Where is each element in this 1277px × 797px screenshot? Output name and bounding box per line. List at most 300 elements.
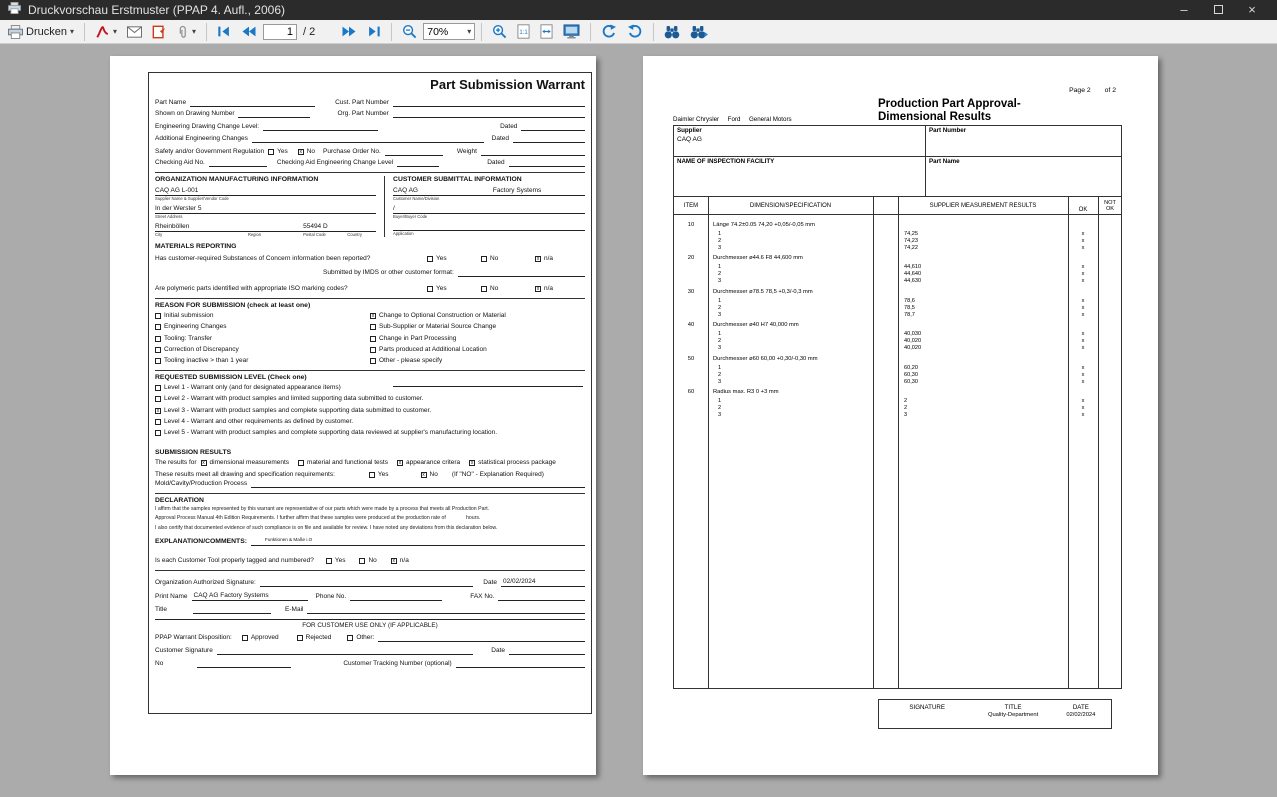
dimension-spec: Durchmesser ø44.6 F8 44,600 mm <box>713 255 803 261</box>
postal-sublabel: Postal Code <box>303 232 326 237</box>
first-page-icon <box>217 25 231 38</box>
printer-icon <box>8 25 23 39</box>
checkbox-label: No <box>490 285 499 292</box>
search-next-button[interactable] <box>686 23 712 41</box>
maximize-button[interactable] <box>1201 0 1235 20</box>
checkbox <box>155 385 161 391</box>
reason-checkbox-item <box>370 312 506 320</box>
chevron-down-icon[interactable]: ▾ <box>69 27 74 36</box>
ok-mark: x <box>1081 398 1085 404</box>
level-checkbox-item <box>155 407 431 415</box>
sample-index: 1 <box>718 331 722 337</box>
ok-mark: x <box>1081 297 1085 304</box>
checkbox-label: Approved <box>250 633 279 641</box>
customer-name-line <box>393 186 585 196</box>
signature-section <box>155 570 585 614</box>
declaration-line2: Approval Process Manual 4th Edition Requirements. I further affirm that these samples were produced at the production rate of hours. <box>155 515 481 522</box>
signature-value <box>882 712 972 718</box>
separator <box>653 23 654 41</box>
checkbox-label: Rejected <box>305 633 332 641</box>
label-org-part-number: Org. Part Number <box>337 110 389 117</box>
col-spec: DIMENSION/SPECIFICATION <box>749 202 832 209</box>
cust-heading: CUSTOMER SUBMITTAL INFORMATION <box>393 176 522 183</box>
dimension-row-group <box>674 219 1121 251</box>
ok-mark: x <box>1081 304 1085 311</box>
title-col-label: TITLE <box>1004 704 1022 711</box>
measurement-value: 2 <box>904 398 908 404</box>
window-title: Druckvorschau Erstmuster (PPAP 4. Aufl., 2006) <box>28 3 285 17</box>
item-number: 20 <box>687 255 695 261</box>
declaration-line3: I also certify that documented evidence of such compliance is on file and available for review. I have noted any deviations from this declaration below. <box>155 524 498 531</box>
checkbox: x <box>422 471 425 478</box>
checkbox: x <box>371 313 375 320</box>
next-page-button[interactable] <box>337 23 361 40</box>
supplier-value: CAQ AG <box>677 136 702 143</box>
zoom-in-button[interactable] <box>488 22 511 41</box>
reason-checkbox-item <box>370 323 496 331</box>
checkbox-label: Level 3 - Warrant with product samples and complete supporting data submitted to customer. <box>164 406 432 414</box>
reason-checkbox-item <box>370 335 456 343</box>
checkbox-tool-yes <box>326 557 346 565</box>
ok-mark: x <box>1081 378 1085 385</box>
label-eng-change-level: Engineering Drawing Change Level: <box>155 123 260 130</box>
field-line <box>385 148 443 156</box>
checkbox-label: Engineering Changes <box>164 323 227 331</box>
checkbox <box>369 472 375 478</box>
measurement-value: 2 <box>904 405 908 411</box>
measurement-value: 78,5 <box>904 304 915 311</box>
sample-index: 3 <box>718 412 722 418</box>
level-checkbox-item <box>155 384 341 392</box>
svg-text:1:1: 1:1 <box>519 29 528 36</box>
label-tracking-number: Customer Tracking Number (optional) <box>343 659 452 667</box>
dimension-row-group <box>674 353 1121 385</box>
sample-index: 2 <box>718 304 722 311</box>
ok-mark: x <box>1081 371 1085 378</box>
zoom-actual-size-button[interactable] <box>513 22 534 41</box>
next-page-icon <box>341 25 357 38</box>
chevron-down-icon: ▾ <box>467 27 472 36</box>
preview-area[interactable] <box>0 45 1277 797</box>
field-line <box>209 159 267 167</box>
checkbox-label: statistical process package <box>478 459 556 467</box>
ok-mark: x <box>1081 271 1085 277</box>
ok-mark: x <box>1081 364 1085 371</box>
explanation-line <box>251 538 585 546</box>
checkbox-label: Sub-Supplier or Material Source Change <box>379 323 497 331</box>
print-name-value: CAQ AG Factory Systems <box>192 592 308 601</box>
date-col-label: DATE <box>1072 704 1089 711</box>
label-drawing-number: Shown on Drawing Number <box>155 110 235 117</box>
close-button[interactable]: × <box>1248 2 1256 17</box>
measurement-value: 44,610 <box>904 264 922 270</box>
zoom-level-value: 70% <box>427 25 449 38</box>
label-date: Date <box>483 578 497 586</box>
rotate-ccw-icon <box>627 24 643 39</box>
sample-index: 1 <box>718 364 722 371</box>
results-prefix: The results for <box>155 459 197 467</box>
application-sublabel: Application <box>393 231 414 236</box>
buyer-value: / <box>393 204 585 214</box>
measurement-value: 44,640 <box>904 271 922 277</box>
label-add-eng-changes: Additional Engineering Changes <box>155 134 248 142</box>
checkbox-label: No <box>490 255 499 262</box>
page-2-dimensional-results <box>643 56 1158 775</box>
dimensional-table-body <box>674 215 1121 419</box>
fit-width-button[interactable] <box>536 22 557 41</box>
field-line <box>521 123 585 131</box>
title-line2: Dimensional Results <box>878 111 992 123</box>
measurement-value: 44,630 <box>904 278 922 284</box>
part-number-label: Part Number <box>929 127 967 134</box>
dimension-spec: Durchmesser ø40 H7 40,000 mm <box>713 322 799 328</box>
measurement-value: 74,25 <box>904 230 918 237</box>
checkbox-label: Yes <box>277 147 288 155</box>
checkbox <box>155 396 161 402</box>
customer-name-sublabel: Customer Name/Division <box>393 196 440 201</box>
of-label: of 2 <box>1104 87 1116 94</box>
search-button[interactable] <box>660 23 684 41</box>
previous-page-icon <box>241 25 257 38</box>
reason-left-list <box>155 309 370 365</box>
field-line <box>513 135 585 143</box>
checkbox-label: Yes <box>436 255 447 262</box>
label-explanation: EXPLANATION/COMMENTS: <box>155 538 248 546</box>
country-sublabel: Country <box>347 232 362 237</box>
materials-heading: MATERIALS REPORTING <box>155 243 237 250</box>
field-line <box>252 135 484 143</box>
checkbox <box>155 313 161 319</box>
ok-mark: x <box>1081 405 1085 411</box>
level-checkbox-item <box>155 429 497 437</box>
level-checkbox-item <box>155 395 424 403</box>
checkbox-safety-yes <box>268 148 288 156</box>
label-weight: Weight <box>456 147 477 155</box>
level-checkbox-item <box>155 418 353 426</box>
checkbox-q1-yes <box>427 255 477 263</box>
print-button-label: Drucken <box>26 25 67 38</box>
checkbox-label: Tooling inactive > than 1 year <box>164 356 249 364</box>
col-not-ok <box>1098 200 1122 212</box>
dimensional-table <box>673 196 1122 689</box>
col-not-ok-line1: NOT <box>1104 199 1116 206</box>
reason-checkbox-item <box>155 346 239 354</box>
supplier-sublabel: Supplier Name & Supplier/Vendor Code <box>155 196 229 201</box>
checkbox-q2-na <box>535 285 585 293</box>
signature-col-label: SIGNATURE <box>909 704 946 711</box>
checkbox <box>427 256 433 262</box>
checkbox-label: dimensional measurements <box>209 459 290 467</box>
zoom-level-select[interactable] <box>423 23 475 40</box>
label-dated: Dated <box>491 134 509 142</box>
ok-mark: x <box>1081 278 1085 284</box>
level-heading: REQUESTED SUBMISSION LEVEL (Check one) <box>155 373 307 381</box>
print-button[interactable] <box>4 23 78 41</box>
checkbox <box>155 358 161 364</box>
checkbox-label: Yes <box>334 557 346 565</box>
checkbox <box>481 256 487 262</box>
page-number-input[interactable] <box>263 24 297 40</box>
dimensional-title <box>878 98 1021 124</box>
minimize-button[interactable]: – <box>1180 2 1188 17</box>
monitor-icon <box>563 24 580 39</box>
reason-right-list <box>370 309 585 365</box>
date-value: 02/02/2024 <box>501 578 585 587</box>
declaration-line1: I affirm that the samples represented by this warrant are representative of our parts which were made by a process that meets all Production Part. <box>155 505 490 512</box>
checkbox <box>155 430 161 436</box>
reason-checkbox-item <box>155 335 212 343</box>
results-checks <box>201 459 585 467</box>
sample-index: 3 <box>718 378 722 385</box>
sample-index: 3 <box>718 278 722 284</box>
checkbox-label: No <box>306 147 316 155</box>
checkbox <box>359 558 365 564</box>
materials-q1: Has customer-required Substances of Concern information been reported? <box>155 255 371 262</box>
checkbox-tool-na <box>391 557 409 565</box>
dimension-row-group <box>674 286 1121 318</box>
label-no: No <box>155 659 164 667</box>
checkbox-meet-yes <box>369 471 389 479</box>
declaration-heading: DECLARATION <box>155 496 204 504</box>
region-sublabel: Region <box>247 232 262 237</box>
postal-value: 55494 D <box>303 223 328 230</box>
sample-index: 3 <box>718 311 722 318</box>
results-section <box>155 449 585 488</box>
item-number: 10 <box>687 221 695 228</box>
separator <box>481 23 482 41</box>
checkbox <box>268 149 274 155</box>
field-line <box>397 159 439 167</box>
results-checkbox-item <box>397 459 460 467</box>
checkbox <box>155 336 161 342</box>
previous-page-button[interactable] <box>237 23 261 40</box>
checkbox-label: No <box>368 557 377 565</box>
reason-checkbox-item <box>155 357 248 365</box>
sample-index: 1 <box>718 264 722 270</box>
level-section <box>155 370 585 437</box>
field-line <box>190 99 315 107</box>
label-safety-reg: Safety and/or Government Regulation <box>155 147 265 155</box>
city-sublabels <box>155 232 376 237</box>
checkbox-safety-no <box>298 148 315 156</box>
checkbox-label: Level 5 - Warrant with product samples and complete supporting data reviewed at supplier's manufacturing location. <box>164 428 498 436</box>
full-screen-button[interactable] <box>559 22 584 41</box>
results-if-no: (If "NO" - Explanation Required) <box>451 470 544 478</box>
ok-mark: x <box>1081 237 1085 244</box>
col-item: ITEM <box>683 202 699 209</box>
refresh-icon <box>601 24 617 39</box>
part-name-label: Part Name <box>929 158 960 165</box>
results-heading: SUBMISSION RESULTS <box>155 448 232 456</box>
label-email: E-Mail <box>285 605 304 613</box>
paperclip-icon <box>176 25 189 39</box>
field-line <box>456 660 585 668</box>
measurement-value: 3 <box>904 412 908 418</box>
label-dated: Dated <box>500 123 518 130</box>
checkbox <box>347 635 353 641</box>
supplier-value: CAQ AG L-001 <box>155 186 376 196</box>
ok-mark: x <box>1081 412 1085 418</box>
item-number: 50 <box>687 355 695 362</box>
ok-mark: x <box>1081 331 1085 337</box>
col-not-ok-line2: OK <box>1105 205 1115 212</box>
checkbox: x <box>536 256 540 262</box>
field-line <box>509 647 585 655</box>
actual-size-icon <box>517 24 530 39</box>
ok-mark: x <box>1081 244 1085 251</box>
chevron-down-icon[interactable]: ▾ <box>112 27 117 36</box>
field-line <box>393 110 585 118</box>
field-line <box>458 269 585 277</box>
checkbox-approved <box>242 634 279 642</box>
ok-mark: x <box>1081 338 1085 344</box>
export-page-icon <box>152 25 166 39</box>
results-checkbox-item <box>201 459 289 467</box>
supplier-label: Supplier <box>677 127 702 134</box>
ok-mark: x <box>1081 264 1085 270</box>
checkbox <box>370 347 376 353</box>
organization-info <box>155 176 385 237</box>
field-line <box>481 148 585 156</box>
label-ppap-disposition: PPAP Warrant Disposition: <box>155 633 232 641</box>
checkbox <box>297 635 303 641</box>
sample-index: 2 <box>718 338 722 344</box>
window-controls <box>1167 0 1269 20</box>
checkbox <box>155 419 161 425</box>
label-checking-aid-no: Checking Aid No. <box>155 159 205 166</box>
checkbox-label: Parts produced at Additional Location <box>379 345 487 353</box>
page-1-part-submission-warrant <box>110 56 596 775</box>
results-checks-row <box>155 459 585 467</box>
separator <box>391 23 392 41</box>
mail-icon <box>127 26 142 38</box>
checkbox-other <box>347 634 374 642</box>
reason-heading: REASON FOR SUBMISSION (check at least one) <box>155 302 311 309</box>
ok-mark: x <box>1081 230 1085 237</box>
level-list <box>155 384 585 437</box>
first-page-button[interactable] <box>213 23 235 40</box>
measurement-value: 40,020 <box>904 345 922 351</box>
last-page-icon <box>367 25 381 38</box>
export-document-button[interactable] <box>148 23 170 41</box>
field-line <box>197 660 291 668</box>
label-cust-part-number: Cust. Part Number <box>335 98 389 106</box>
zoom-in-icon <box>492 24 507 39</box>
checkbox-label: Initial submission <box>164 312 214 320</box>
checkbox-label: Level 4 - Warrant and other requirements as defined by customer. <box>164 417 354 425</box>
chevron-down-icon[interactable]: ▾ <box>192 27 197 36</box>
sample-index: 1 <box>718 398 722 404</box>
last-page-button[interactable] <box>363 23 385 40</box>
measurement-value: 78,6 <box>904 297 915 304</box>
info-section <box>155 172 585 237</box>
signature-line <box>217 647 473 655</box>
checkbox-label: Correction of Discrepancy <box>164 345 239 353</box>
item-number: 60 <box>687 389 695 395</box>
measurement-value: 74,22 <box>904 244 918 251</box>
reason-checkbox-item <box>370 357 442 365</box>
customer-name-value: CAQ AG <box>393 187 418 194</box>
measurement-value: 78,7 <box>904 311 915 318</box>
checkbox-rejected <box>297 634 332 642</box>
sample-index: 2 <box>718 237 722 244</box>
zoom-out-icon <box>402 24 417 39</box>
separator <box>84 23 85 41</box>
dimension-spec: Durchmesser ø78.5 78,5 +0,3/-0,3 mm <box>713 288 813 295</box>
checkbox-q1-na <box>535 255 585 263</box>
checkbox-label: n/a <box>399 557 409 565</box>
checkbox-label: Yes <box>377 470 389 478</box>
zoom-out-button[interactable] <box>398 22 421 41</box>
checkbox-label: Yes <box>436 285 447 292</box>
results-checkbox-item <box>469 459 556 467</box>
export-pdf-button[interactable] <box>91 23 121 41</box>
declaration-section <box>155 493 585 566</box>
field-line <box>498 593 585 601</box>
checkbox-label: appearance critera <box>405 459 461 467</box>
sample-index: 1 <box>718 297 722 304</box>
checkbox-label: Other: <box>356 633 375 641</box>
checkbox <box>155 324 161 330</box>
label-submitted-by: Submitted by IMDS or other customer format: <box>323 269 454 276</box>
checkbox <box>370 336 376 342</box>
supplier-cell <box>674 126 926 156</box>
materials-q2: Are polymeric parts identified with appropriate ISO marking codes? <box>155 285 348 292</box>
checkbox-label: Other - please specify <box>379 356 443 364</box>
reason-checkbox-item <box>155 323 227 331</box>
checkbox-meet-no <box>421 471 438 479</box>
checkbox-label: material and functional tests <box>307 459 388 467</box>
signature-block <box>878 699 1112 729</box>
measurement-value: 60,20 <box>904 364 918 371</box>
checkbox: x <box>536 286 540 292</box>
field-line <box>393 99 585 107</box>
checkbox-label: Change to Optional Construction or Material <box>379 312 506 320</box>
checkbox <box>326 558 332 564</box>
reset-view-button[interactable] <box>623 22 647 41</box>
sample-index: 1 <box>718 230 722 237</box>
label-dated: Dated <box>487 159 505 166</box>
label-date: Date <box>491 646 505 654</box>
refresh-button[interactable] <box>597 22 621 41</box>
binoculars-icon <box>664 25 680 39</box>
measurement-value: 74,23 <box>904 237 918 244</box>
pdf-icon <box>95 25 110 39</box>
checkbox: x <box>202 460 205 467</box>
checkbox <box>370 358 376 364</box>
separator <box>590 23 591 41</box>
attachment-button[interactable] <box>172 23 200 41</box>
sample-index: 3 <box>718 345 722 351</box>
dimension-row-group <box>674 387 1121 419</box>
page-total-label: / 2 <box>303 25 316 38</box>
sample-index: 2 <box>718 371 722 378</box>
dimension-spec: Durchmesser ø60 60,00 +0,30/-0,30 mm <box>713 355 818 362</box>
send-mail-button[interactable] <box>123 24 146 40</box>
field-line <box>509 159 585 167</box>
label-purchase-order: Purchase Order No. <box>323 147 381 155</box>
dimension-row-group <box>674 253 1121 285</box>
dimensional-header-box <box>673 125 1122 197</box>
field-line <box>350 593 442 601</box>
checkbox: x <box>398 460 402 467</box>
page-label: Page 2 <box>1069 87 1091 94</box>
customer-division-value: Factory Systems <box>492 187 542 194</box>
part-number-cell <box>926 126 1121 156</box>
checkbox <box>155 347 161 353</box>
checkbox-label: n/a <box>544 285 554 292</box>
application-value <box>393 222 585 231</box>
